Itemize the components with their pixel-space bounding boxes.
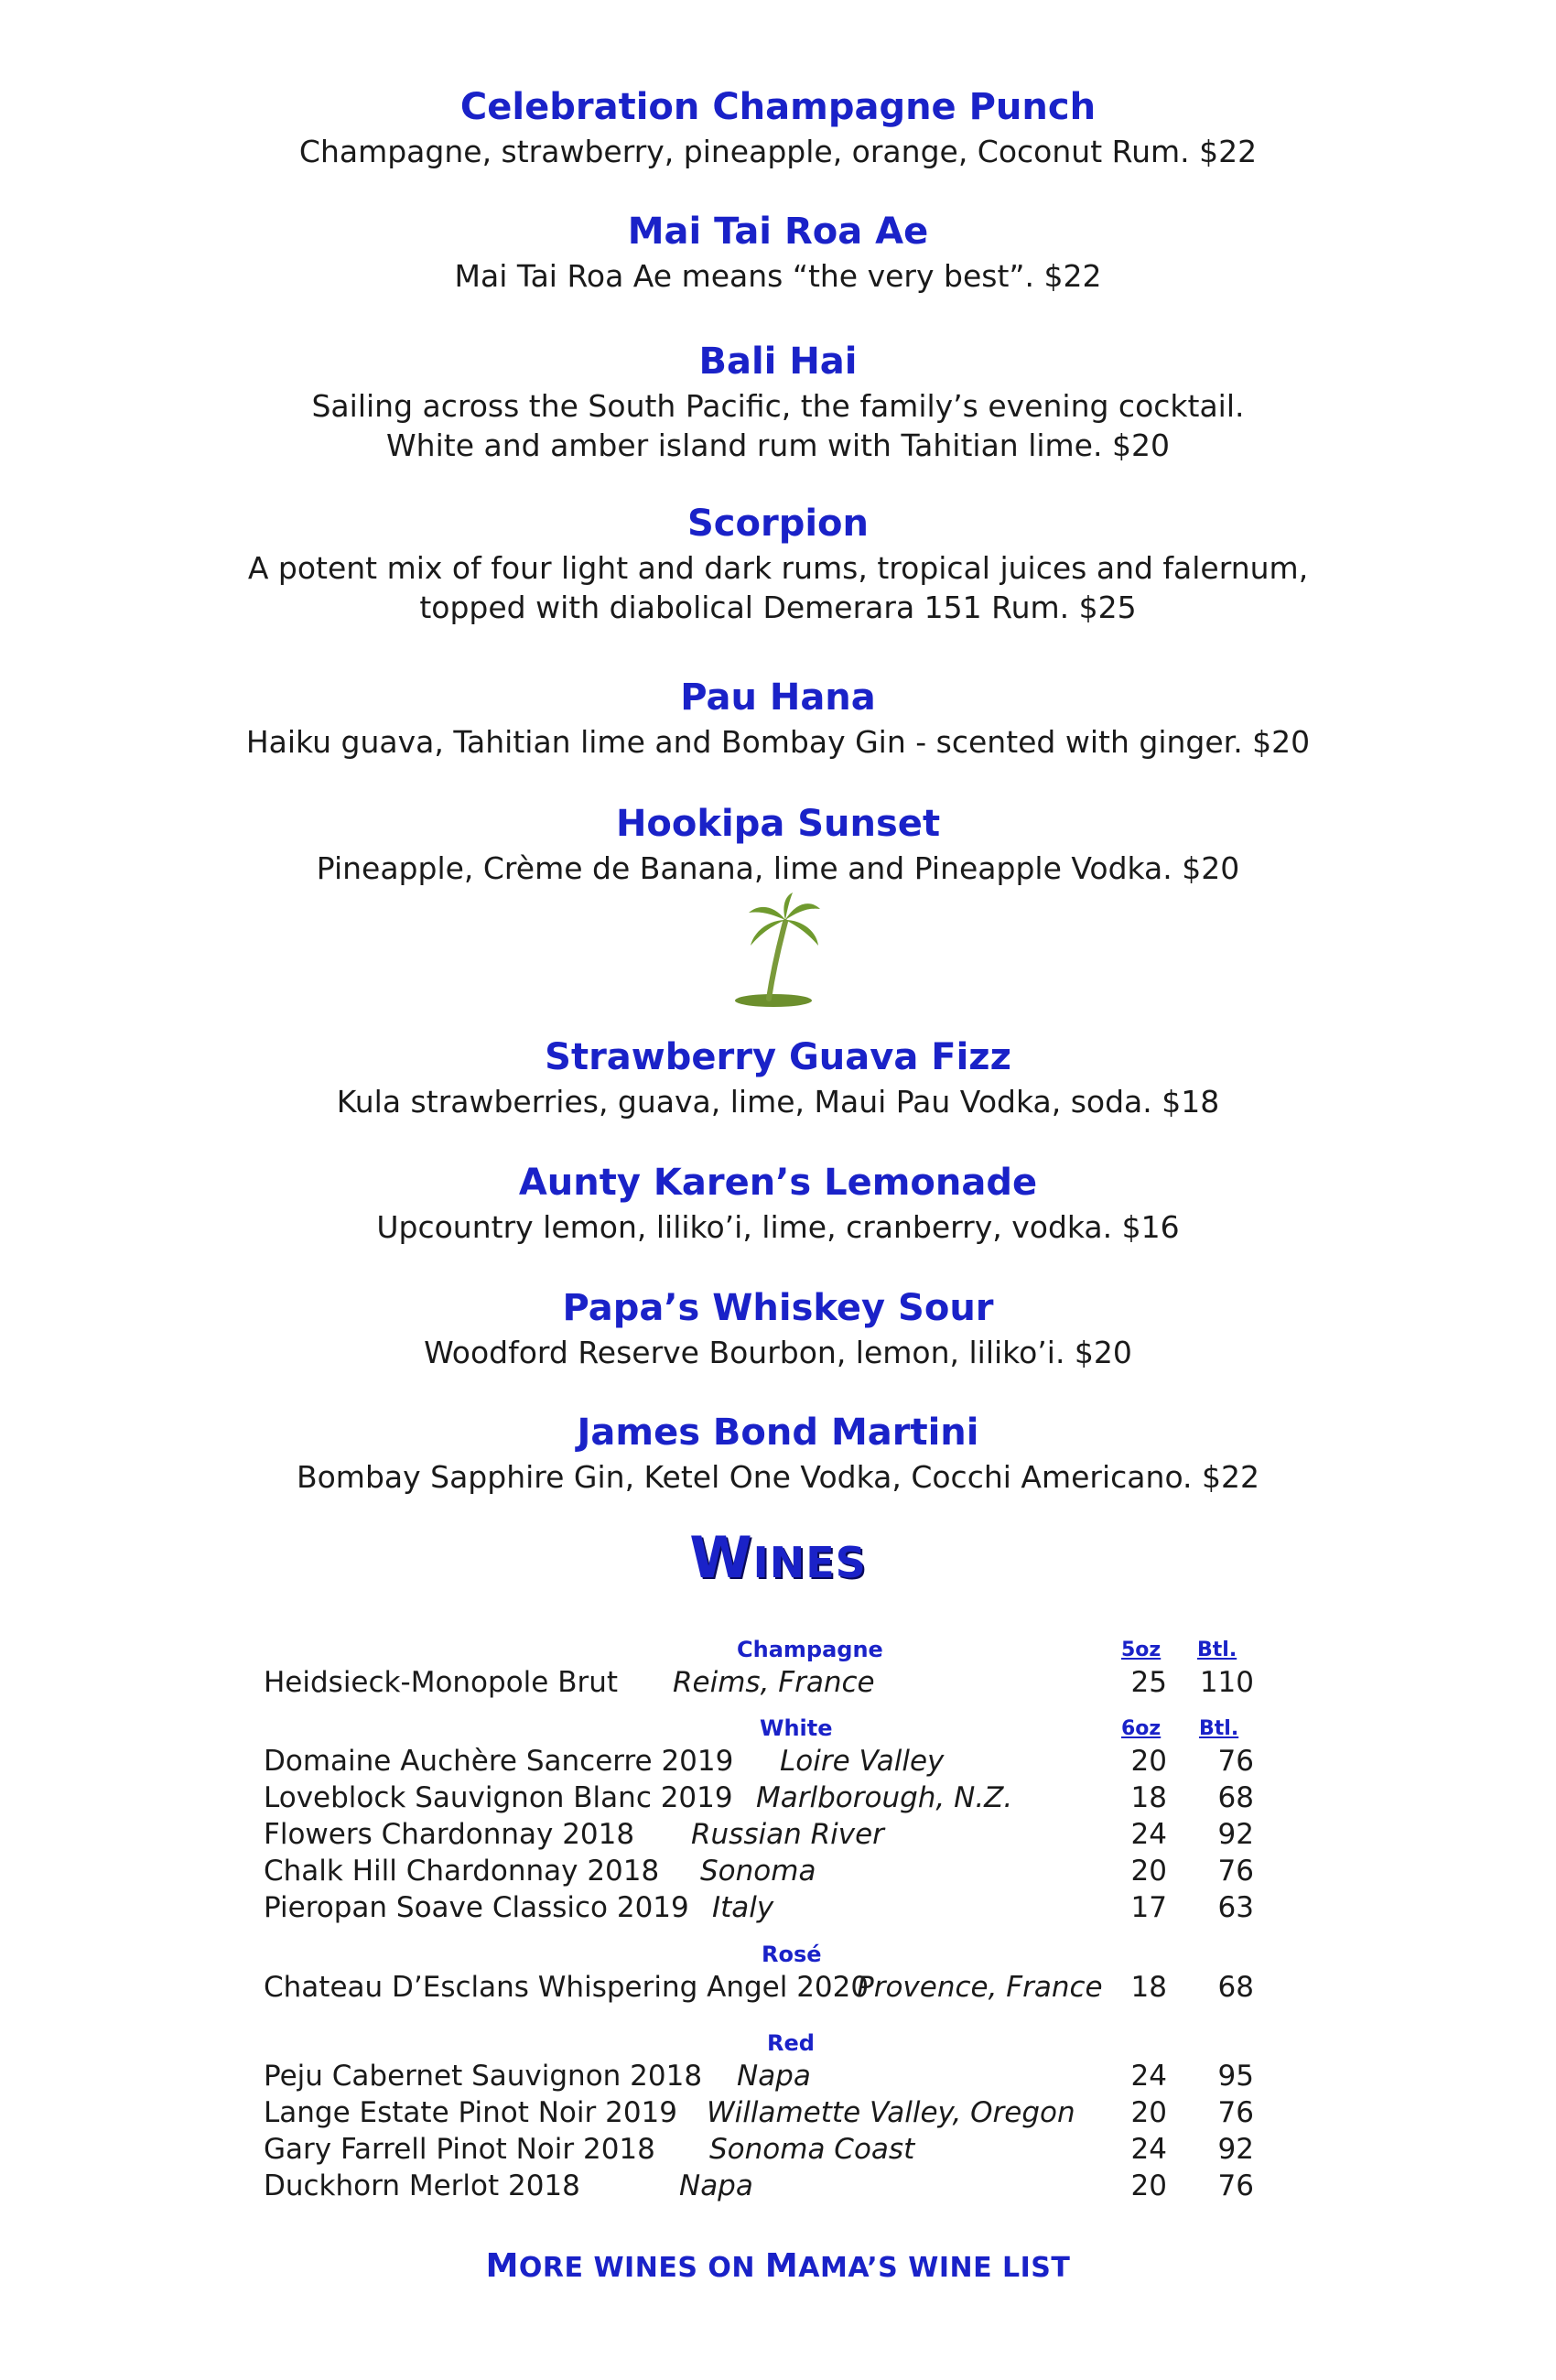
- wine-bottle-price: 76: [1217, 1745, 1254, 1778]
- wine-name: Flowers Chardonnay 2018: [264, 1818, 635, 1851]
- wine-region: Italy: [712, 1891, 774, 1924]
- cocktail-name: Aunty Karen’s Lemonade: [518, 1162, 1038, 1204]
- cocktail-item: [0, 337, 1556, 465]
- wine-glass-price: 25: [1130, 1666, 1167, 1699]
- wine-glass-price: 18: [1130, 1971, 1167, 2004]
- more-text-2: AMA’S WINE LIST: [798, 2252, 1071, 2284]
- wine-region: Marlborough, N.Z.: [756, 1781, 1013, 1814]
- cocktail-name: James Bond Martini: [577, 1412, 979, 1454]
- cocktail-item: [0, 1033, 1556, 1121]
- wines-heading-cap: W: [689, 1524, 753, 1591]
- wines-heading: [0, 1524, 1556, 1591]
- wine-row: [0, 1818, 1556, 1855]
- wine-row: [0, 1666, 1556, 1703]
- wine-region: Sonoma: [700, 1855, 816, 1888]
- wine-bottle-price: 110: [1199, 1666, 1254, 1699]
- cocktail-name: Celebration Champagne Punch: [459, 86, 1097, 128]
- wine-row: [0, 2096, 1556, 2133]
- wine-region: Russian River: [691, 1818, 884, 1851]
- section-header-red: Red: [767, 2030, 815, 2056]
- wine-region: Napa: [737, 2060, 811, 2093]
- wine-glass-price: 18: [1130, 1781, 1167, 1814]
- cocktail-description: White and amber island rum with Tahitian lime. $20: [386, 427, 1170, 463]
- col-head-bottle: Btl.: [1197, 1639, 1237, 1661]
- wine-name: Chateau D’Esclans Whispering Angel 2020: [264, 1971, 870, 2004]
- wine-glass-price: 17: [1130, 1891, 1167, 1924]
- wine-row: [0, 1971, 1556, 2007]
- cocktail-description: Woodford Reserve Bourbon, lemon, liliko’i. $20: [424, 1335, 1132, 1370]
- cocktail-description: Upcountry lemon, liliko’i, lime, cranberry, vodka. $16: [376, 1209, 1180, 1245]
- wine-glass-price: 20: [1130, 2169, 1167, 2202]
- wine-row: [0, 2060, 1556, 2096]
- wine-name: Lange Estate Pinot Noir 2019: [264, 2096, 677, 2129]
- wine-row: [0, 1891, 1556, 1928]
- wine-glass-price: 20: [1130, 1745, 1167, 1778]
- wine-bottle-price: 92: [1217, 2133, 1254, 2166]
- cocktail-description: Sailing across the South Pacific, the family’s evening cocktail.: [311, 388, 1245, 424]
- wine-bottle-price: 92: [1217, 1818, 1254, 1851]
- cocktail-item: [0, 1158, 1556, 1247]
- wine-name: Domaine Auchère Sancerre 2019: [264, 1745, 734, 1778]
- wine-row: [0, 1781, 1556, 1818]
- wine-region: Provence, France: [857, 1971, 1103, 2004]
- cocktail-item: [0, 82, 1556, 171]
- wine-region: Sonoma Coast: [709, 2133, 915, 2166]
- wine-bottle-price: 76: [1217, 1855, 1254, 1888]
- cocktail-name: Strawberry Guava Fizz: [545, 1036, 1011, 1078]
- cocktail-item: [0, 799, 1556, 888]
- wine-name: Gary Farrell Pinot Noir 2018: [264, 2133, 655, 2166]
- wine-name: Chalk Hill Chardonnay 2018: [264, 1855, 660, 1888]
- section-header-champagne: Champagne: [737, 1637, 883, 1662]
- section-header-white: White: [760, 1715, 833, 1741]
- wine-row: [0, 2133, 1556, 2169]
- cocktail-description: Champagne, strawberry, pineapple, orange, Coconut Rum. $22: [298, 134, 1258, 169]
- cocktail-name: Pau Hana: [680, 676, 876, 719]
- cocktail-description: Bombay Sapphire Gin, Ketel One Vodka, Cocchi Americano. $22: [296, 1459, 1260, 1495]
- wine-name: Loveblock Sauvignon Blanc 2019: [264, 1781, 733, 1814]
- wine-name: Pieropan Soave Classico 2019: [264, 1891, 689, 1924]
- wine-bottle-price: 68: [1217, 1971, 1254, 2004]
- cocktail-item: [0, 1283, 1556, 1372]
- cocktail-name: Scorpion: [686, 503, 870, 545]
- wine-region: Napa: [679, 2169, 753, 2202]
- more-wines-note: [0, 2247, 1556, 2285]
- cocktail-description: A potent mix of four light and dark rums, tropical juices and falernum,: [247, 550, 1309, 586]
- col-head-glass: 5oz: [1121, 1639, 1162, 1661]
- wine-region: Willamette Valley, Oregon: [707, 2096, 1075, 2129]
- section-header-rose: Rosé: [762, 1942, 822, 1967]
- col-head-glass: 6oz: [1121, 1717, 1162, 1740]
- wine-name: Heidsieck-Monopole Brut: [264, 1666, 619, 1699]
- more-text-1: ORE WINES ON: [518, 2252, 765, 2284]
- wine-glass-price: 20: [1130, 2096, 1167, 2129]
- cocktail-name: Hookipa Sunset: [615, 803, 941, 845]
- wine-bottle-price: 68: [1217, 1781, 1254, 1814]
- wine-name: Duckhorn Merlot 2018: [264, 2169, 580, 2202]
- cocktail-description: Mai Tai Roa Ae means “the very best”. $22: [454, 258, 1102, 294]
- wine-glass-price: 24: [1130, 1818, 1167, 1851]
- more-cap-1: M: [485, 2247, 519, 2285]
- wine-bottle-price: 63: [1217, 1891, 1254, 1924]
- wine-name: Peju Cabernet Sauvignon 2018: [264, 2060, 703, 2093]
- wine-region: Reims, France: [673, 1666, 875, 1699]
- cocktail-name: Bali Hai: [698, 341, 858, 383]
- wine-glass-price: 20: [1130, 1855, 1167, 1888]
- wine-row: [0, 2169, 1556, 2206]
- col-head-bottle: Btl.: [1199, 1717, 1239, 1740]
- cocktail-description: Kula strawberries, guava, lime, Maui Pau Vodka, soda. $18: [336, 1084, 1220, 1120]
- wine-bottle-price: 76: [1217, 2096, 1254, 2129]
- cocktail-item: [0, 207, 1556, 296]
- wine-bottle-price: 76: [1217, 2169, 1254, 2202]
- cocktail-item: [0, 499, 1556, 627]
- more-cap-2: M: [764, 2247, 799, 2285]
- cocktail-description: Pineapple, Crème de Banana, lime and Pineapple Vodka. $20: [316, 850, 1240, 886]
- wine-glass-price: 24: [1130, 2133, 1167, 2166]
- cocktail-description: Haiku guava, Tahitian lime and Bombay Gin - scented with ginger. $20: [245, 724, 1311, 760]
- cocktail-name: Mai Tai Roa Ae: [627, 211, 929, 253]
- cocktail-description: topped with diabolical Demerara 151 Rum. $25: [419, 590, 1137, 625]
- wine-region: Loire Valley: [780, 1745, 945, 1778]
- palm-tree-icon: [732, 892, 824, 1012]
- cocktail-name: Papa’s Whiskey Sour: [562, 1287, 994, 1329]
- wine-glass-price: 24: [1130, 2060, 1167, 2093]
- wine-row: [0, 1855, 1556, 1891]
- wine-bottle-price: 95: [1217, 2060, 1254, 2093]
- cocktail-item: [0, 673, 1556, 762]
- wine-row: [0, 1745, 1556, 1781]
- wines-heading-rest: INES: [752, 1538, 867, 1587]
- cocktail-item: [0, 1408, 1556, 1497]
